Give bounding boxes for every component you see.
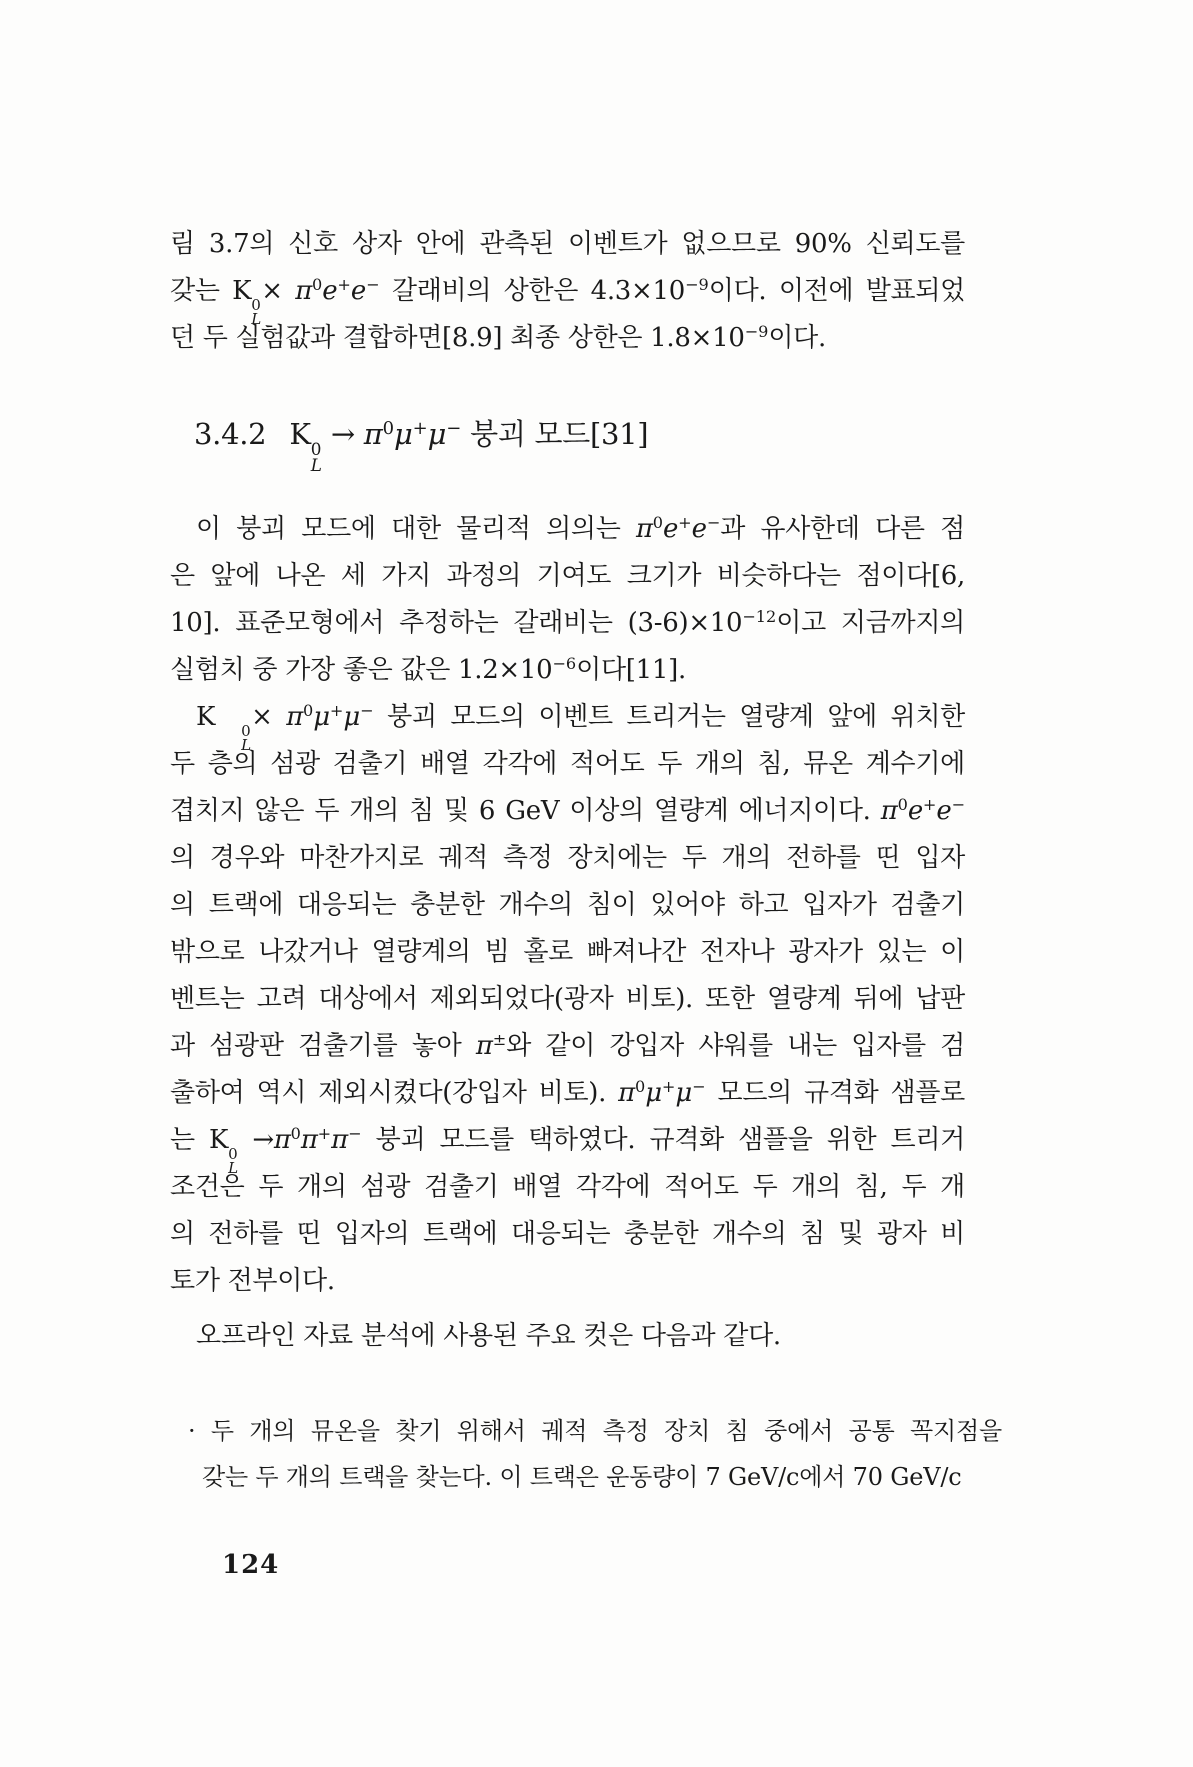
superscript: 0 [290, 1124, 301, 1144]
math-symbol: μ [427, 417, 447, 451]
superscript: ± [492, 1030, 507, 1050]
math-symbol: π [300, 1125, 318, 1155]
superscript: 0 [382, 418, 394, 440]
superscript: + [329, 701, 344, 721]
superscript: + [661, 1077, 676, 1097]
closing-paragraph [170, 1313, 965, 1360]
text-line: 이 붕괴 모드에 대한 물리적 의의는 $\pi^0e^+e^-$과 유사한데 다른 점 [196, 513, 965, 544]
math-symbol: μ [394, 417, 413, 451]
superscript: + [337, 275, 351, 295]
text-line: 은 앞에 나온 세 가지 과정의 기여도 크기가 비슷하다는 점이다[6, [170, 561, 965, 591]
math-symbol: e [907, 796, 923, 826]
text-line: 3.4.2 K 0 L → $\pi^0\mu^+\mu^-$ 붕괴 모드[31] [194, 417, 649, 475]
superscript: − [706, 513, 721, 533]
text-line: 의 경우와 마찬가지로 궤적 측정 장치에는 두 개의 전하를 띤 입자 [170, 843, 965, 873]
text-line: 는 K 0 L $\to\pi^0\pi^+\pi^-$ 붕괴 모드를 택하였다. 규격화 샘플을 위한 트리거 [170, 1124, 965, 1178]
math-symbol: π [286, 702, 304, 732]
physics-significance-paragraph [170, 506, 965, 694]
text-line: 출하여 역시 제외시켰다(강입자 비토). $\pi^0\mu^+\mu^-$ 모드의 규격화 샘플로 [170, 1077, 965, 1108]
text-line: 조건은 두 개의 섬광 검출기 배열 각각에 적어도 두 개의 침, 두 개 [170, 1172, 965, 1202]
math-symbol: e [350, 276, 366, 306]
text-line: 의 전하를 띤 입자의 트랙에 대응되는 충분한 개수의 침 및 광자 비 [170, 1219, 965, 1249]
superscript: − [951, 795, 965, 815]
math-symbol: π [880, 796, 898, 826]
superscript: − [691, 1077, 706, 1097]
text-line: · 두 개의 뮤온을 찾기 위해서 궤적 측정 장치 침 중에서 공통 꼭지점을 [188, 1417, 1002, 1445]
superscript: 0 [652, 513, 663, 533]
superscript: −12 [742, 607, 777, 627]
math-symbol: π [475, 1031, 493, 1061]
bullet-item-muon-cut [188, 1408, 1002, 1500]
superscript: + [317, 1124, 332, 1144]
page-content [170, 221, 1002, 1500]
superscript: + [922, 795, 937, 815]
text-line: 오프라인 자료 분석에 사용된 주요 컷은 다음과 같다. [196, 1321, 781, 1351]
superscript: −9 [744, 322, 769, 342]
math-symbol: μ [645, 1078, 662, 1108]
math-symbol: π [273, 1125, 291, 1155]
section-heading [170, 408, 965, 475]
superscript: + [678, 513, 692, 533]
paragraph-continuation [170, 221, 965, 362]
superscript: − [446, 418, 462, 440]
text-line: 밖으로 나갔거나 열량계의 빔 홀로 빠져나간 전자나 광자가 있는 이 [170, 937, 965, 967]
superscript: − [360, 701, 374, 721]
superscript: 0 [312, 275, 323, 295]
superscript: − [347, 1124, 362, 1144]
text-line: 갖는 K 0 L × $\pi^0e^+e^-$ 갈래비의 상한은 $4.3\times 10^{-9}$이다. 이전에 발표되었 [170, 275, 965, 329]
math-symbol: e [663, 514, 679, 544]
text-line: 토가 전부이다. [170, 1266, 335, 1296]
superscript: 0 [303, 701, 314, 721]
text-line: K 0 L × $\pi^0\mu^+\mu^-$ 붕괴 모드의 이벤트 트리거는 열량계 앞에 위치한 [196, 701, 966, 755]
trigger-description-paragraph [170, 694, 965, 1305]
math-symbol: π [363, 417, 383, 451]
math-symbol: π [618, 1078, 635, 1108]
kaon-sup-sub-stack: 0 L [241, 722, 252, 755]
kaon-sup-sub-stack: 0 L [310, 439, 322, 475]
text-line: 갖는 두 개의 트랙을 찾는다. 이 트랙은 운동량이 7 GeV/c에서 70 GeV/c [202, 1463, 962, 1491]
kaon-sup-sub-stack: 0 L [228, 1145, 239, 1178]
text-line: 실험치 중 가장 좋은 값은 $1.2\times 10^{-6}$이다[11]. [170, 654, 686, 685]
math-symbol: e [322, 276, 338, 306]
text-line: 던 두 실험값과 결합하면[8.9] 최종 상한은 $1.8\times 10^{-9}$이다. [170, 322, 826, 353]
text-line: 림 3.7의 신호 상자 안에 관측된 이벤트가 없으므로 90% 신뢰도를 [170, 229, 965, 259]
kaon-sup-sub-stack: 0 L [251, 296, 262, 329]
math-symbol: μ [313, 702, 330, 732]
superscript: + [412, 418, 428, 440]
math-symbol: e [936, 796, 952, 826]
superscript: 0 [634, 1077, 646, 1097]
math-symbol: π [331, 1125, 348, 1155]
text-line: 벤트는 고려 대상에서 제외되었다(광자 비토). 또한 열량계 뒤에 납판 [170, 984, 965, 1014]
math-symbol: e [691, 514, 707, 544]
text-line: 두 층의 섬광 검출기 배열 각각에 적어도 두 개의 침, 뮤온 계수기에 [170, 749, 965, 779]
math-symbol: μ [343, 702, 360, 732]
math-symbol: π [635, 514, 653, 544]
text-line: 겹치지 않은 두 개의 침 및 6 GeV 이상의 열량계 에너지이다. $\pi^0e^+e^-$ [170, 795, 965, 826]
text-line: 10]. 표준모형에서 추정하는 갈래비는 $(3-6)\times 10^{-12}$이고 지금까지의 [170, 607, 965, 638]
text-line: 과 섬광판 검출기를 놓아 π±와 같이 강입자 샤워를 내는 입자를 검 [170, 1030, 966, 1061]
superscript: −6 [552, 654, 577, 674]
text-line: 의 트랙에 대응되는 충분한 개수의 침이 있어야 하고 입자가 검출기 [170, 890, 965, 920]
superscript: 0 [897, 795, 908, 815]
page-number: 124 [222, 1550, 280, 1580]
superscript: − [365, 275, 380, 295]
math-symbol: π [295, 276, 313, 306]
math-symbol: μ [675, 1078, 692, 1108]
superscript: −9 [685, 275, 709, 295]
